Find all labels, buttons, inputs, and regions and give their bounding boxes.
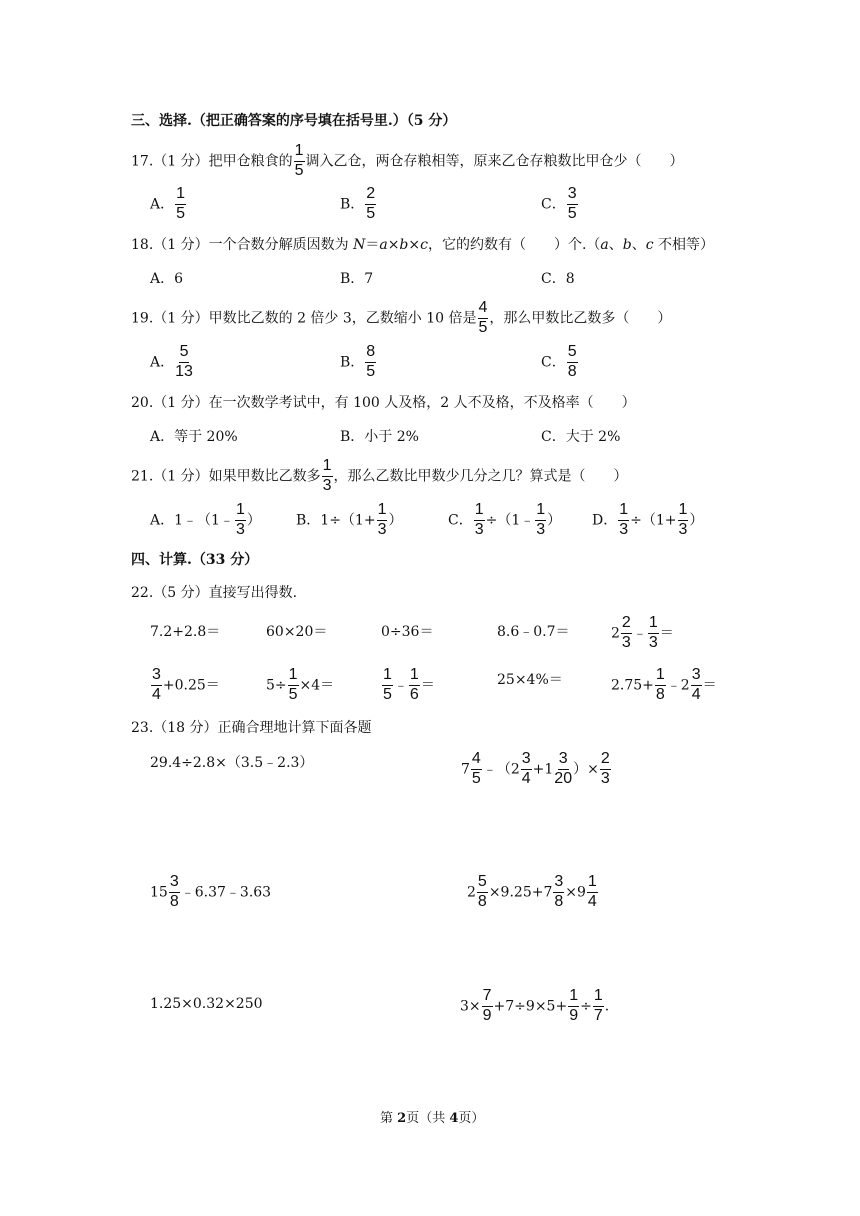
option-21-d[interactable]: D． $\frac{1}{3}$ ÷（1+ $\frac{1}{3}$ ） — [592, 501, 704, 538]
section-3-title: 三、选择.（把正确答案的序号填在括号里.）（5 分） — [131, 113, 457, 129]
calc-item: 5÷ $\frac{1}{5}$ ×4＝ — [266, 666, 335, 703]
option-21-c[interactable]: C． $\frac{1}{3}$ ÷（1﹣ $\frac{1}{3}$ ） — [448, 501, 562, 538]
question-21: 21.（1 分）如果甲数比乙数多 $\frac{1}{3}$ ，那么乙数比甲数少几分之几？算式是（ ） — [131, 457, 628, 494]
calc-item: $\frac{3}{4}$ +0.25＝ — [152, 666, 220, 703]
page-footer: 第 2页（共 4页） — [380, 1111, 485, 1126]
option-21-a[interactable]: A．1﹣（1﹣ $\frac{1}{3}$ ） — [150, 501, 261, 538]
calc-problem: 29.4÷2.8×（3.5﹣2.3） — [150, 755, 314, 771]
option-20-b[interactable]: B．小于 2% — [340, 429, 419, 445]
calc-problem: 7 $\frac{4}{5}$ ﹣（2 $\frac{3}{4}$ +1 $\frac{3}{20}$ ）× $\frac{2}{3}$ — [461, 750, 610, 787]
section-4-title: 四、计算.（33 分） — [131, 552, 259, 568]
option-19-b[interactable]: B． $\frac{8}{5}$ — [340, 343, 376, 380]
calc-item: 60×20＝ — [266, 624, 328, 640]
question-19: 19.（1 分）甲数比乙数的 2 倍少 3，乙数缩小 10 倍是 $\frac{4}{5}$ ，那么甲数比乙数多（ ） — [131, 299, 672, 336]
option-18-b[interactable]: B．7 — [340, 271, 374, 287]
calc-item: 25×4%＝ — [497, 672, 563, 688]
calc-problem: 3× $\frac{7}{9}$ +7÷9×5+ $\frac{1}{9}$ ÷ $\frac{1}{7}$ . — [460, 987, 610, 1024]
option-18-a[interactable]: A．6 — [150, 271, 184, 287]
option-19-c[interactable]: C． $\frac{5}{8}$ — [541, 343, 577, 380]
calc-problem: 2 $\frac{5}{8}$ ×9.25+7 $\frac{3}{8}$ ×9 $\frac{1}{4}$ — [467, 873, 597, 910]
calc-item: 0÷36＝ — [381, 624, 434, 640]
option-17-b[interactable]: B． $\frac{2}{5}$ — [340, 185, 376, 222]
calc-problem: 15 $\frac{3}{8}$ ﹣6.37﹣3.63 — [150, 873, 272, 910]
option-21-b[interactable]: B．1÷（1+ $\frac{1}{3}$ ） — [296, 501, 403, 538]
option-20-a[interactable]: A．等于 20% — [150, 429, 238, 445]
calc-item: 8.6﹣0.7＝ — [497, 624, 570, 640]
option-17-a[interactable]: A． $\frac{1}{5}$ — [150, 185, 186, 222]
question-22: 22.（5 分）直接写出得数. — [131, 585, 298, 601]
calc-problem: 1.25×0.32×250 — [150, 996, 263, 1012]
option-17-c[interactable]: C． $\frac{3}{5}$ — [541, 185, 577, 222]
calc-item: $\frac{1}{5}$ ﹣ $\frac{1}{6}$ ＝ — [383, 666, 435, 703]
fraction: $\frac{1}{5}$ — [294, 142, 304, 179]
option-20-c[interactable]: C．大于 2% — [541, 429, 621, 445]
calc-item: 2 $\frac{2}{3}$ ﹣ $\frac{1}{3}$ ＝ — [611, 614, 674, 651]
question-23: 23.（18 分）正确合理地计算下面各题 — [131, 720, 372, 736]
option-19-a[interactable]: A． $\frac{5}{13}$ — [150, 343, 193, 380]
calc-item: 7.2+2.8＝ — [150, 624, 221, 640]
question-20: 20.（1 分）在一次数学考试中，有 100 人及格，2 人不及格，不及格率（ ） — [131, 395, 636, 411]
calc-item: 2.75+ $\frac{1}{8}$ ﹣2 $\frac{3}{4}$ ＝ — [611, 666, 717, 703]
question-17: 17.（1 分）把甲仓粮食的 $\frac{1}{5}$ 调入乙仓，两仓存粮相等，原来乙仓存粮数比甲仓少（ ） — [131, 142, 684, 179]
question-18: 18.（1 分）一个合数分解质因数为 N＝a×b×c，它的约数有（ ）个.（a、b、c 不相等） — [131, 237, 715, 253]
option-18-c[interactable]: C．8 — [541, 271, 575, 287]
